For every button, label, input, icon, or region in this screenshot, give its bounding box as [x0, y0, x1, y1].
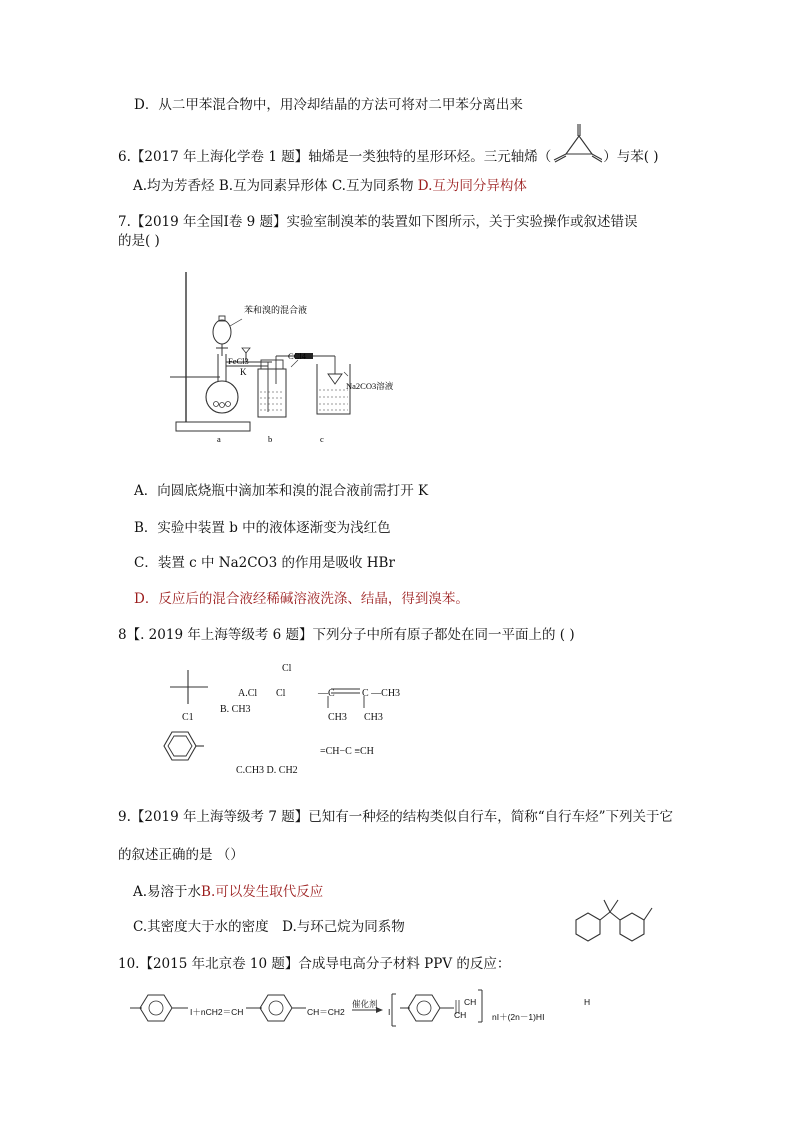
triaxialene-structure-icon — [548, 122, 602, 166]
q10-reactant-2: CH＝CH2 — [307, 1007, 345, 1017]
q10-stem: 10.【2015 年北京卷 10 题】合成导电高分子材料 PPV 的反应： — [118, 956, 511, 972]
q8-ch3-1: CH3 — [328, 712, 347, 723]
q8-alkyne-chain: =CH−C ≡CH — [320, 746, 374, 757]
q8-stem: 8【. 2019 年上海等级考 6 题】下列分子中所有原子都处在同一平面上的 ( ) — [118, 627, 575, 643]
label-mixture: 苯和溴的混合液 — [244, 305, 308, 315]
q6-option-d: D.互为同分异构体 — [417, 178, 527, 194]
q7-apparatus-figure — [160, 264, 400, 444]
label-b: b — [268, 434, 273, 444]
q7-stem-line1: 7.【2019 年全国Ⅰ卷 9 题】实验室制溴苯的装置如下图所示，关于实验操作或叙述错误 — [118, 214, 638, 230]
q9-stem-line2: 的叙述正确的是 （） — [118, 847, 244, 863]
q7-option-c: C．装置 c 中 Na2CO3 的作用是吸收 HBr — [134, 555, 395, 571]
q6-stem-after: ）与苯( ) — [603, 149, 659, 165]
q8-ch3-2: CH3 — [364, 712, 383, 723]
q8-option-b-label: B. CH3 — [220, 704, 251, 715]
q8-alkene-right: C —CH3 — [362, 688, 401, 699]
label-na2co3: Na2CO3溶液 — [346, 381, 394, 391]
q8-cl-mid: Cl — [276, 688, 286, 699]
q7-stem-line2: 的是( ) — [118, 233, 160, 249]
label-fecl3: FeCl3 — [228, 356, 249, 366]
label-k: K — [240, 367, 247, 377]
label-c: c — [320, 434, 324, 444]
q10-catalyst: 催化剂 — [352, 999, 378, 1009]
q6-options-abc: A.均为芳香烃 B.互为同素异形体 C.互为同系物 — [133, 178, 418, 194]
q9-option-b: B.可以发生取代反应 — [201, 884, 324, 900]
q8-cl-top: Cl — [282, 663, 292, 674]
q8-option-a-label: A.Cl — [238, 688, 258, 699]
q7-option-a: A．向圆底烧瓶中滴加苯和溴的混合液前需打开 K — [134, 483, 429, 499]
q8-alkene-left: —C — [318, 688, 335, 699]
q10-h-label: H — [584, 997, 591, 1007]
q8-option-cd-labels: C.CH3 D. CH2 — [236, 765, 298, 776]
q5-option-d: D．从二甲苯混合物中，用冷却结晶的方法可将对二甲苯分离出来 — [134, 97, 523, 113]
q10-product-i: I — [388, 1007, 391, 1017]
q9-options-ab — [133, 883, 323, 901]
label-a: a — [217, 434, 221, 444]
q6-options — [133, 177, 527, 195]
q10-ch-top: CH — [464, 997, 477, 1007]
q10-byproduct: nI＋(2n－1)HI — [492, 1012, 545, 1022]
q7-option-d: D．反应后的混合液经稀碱溶液洗涤、结晶，得到溴苯。 — [134, 591, 469, 607]
q10-reactant-1: I＋nCH2＝CH — [190, 1007, 244, 1017]
bicycle-hydrocarbon-structure-icon — [560, 888, 670, 950]
q9-stem-line1: 9.【2019 年上海等级考 7 题】已知有一种烃的结构类似自行车，简称“自行车烃”下列关于它 — [118, 809, 674, 825]
q8-cl-bottom: C1 — [182, 712, 194, 723]
q9-option-a: A.易溶于水 — [133, 884, 202, 900]
q10-ch-bottom: CH — [454, 1010, 467, 1020]
q9-options-cd: C.其密度大于水的密度 D.与环己烷为同系物 — [133, 919, 405, 935]
q7-option-b: B．实验中装置 b 中的液体逐渐变为浅红色 — [134, 520, 391, 536]
label-ccl4: CCl4 — [288, 351, 306, 361]
q6-stem-before: 6.【2017 年上海化学卷 1 题】轴烯是一类独特的星形环烃。三元轴烯（ — [118, 149, 552, 165]
